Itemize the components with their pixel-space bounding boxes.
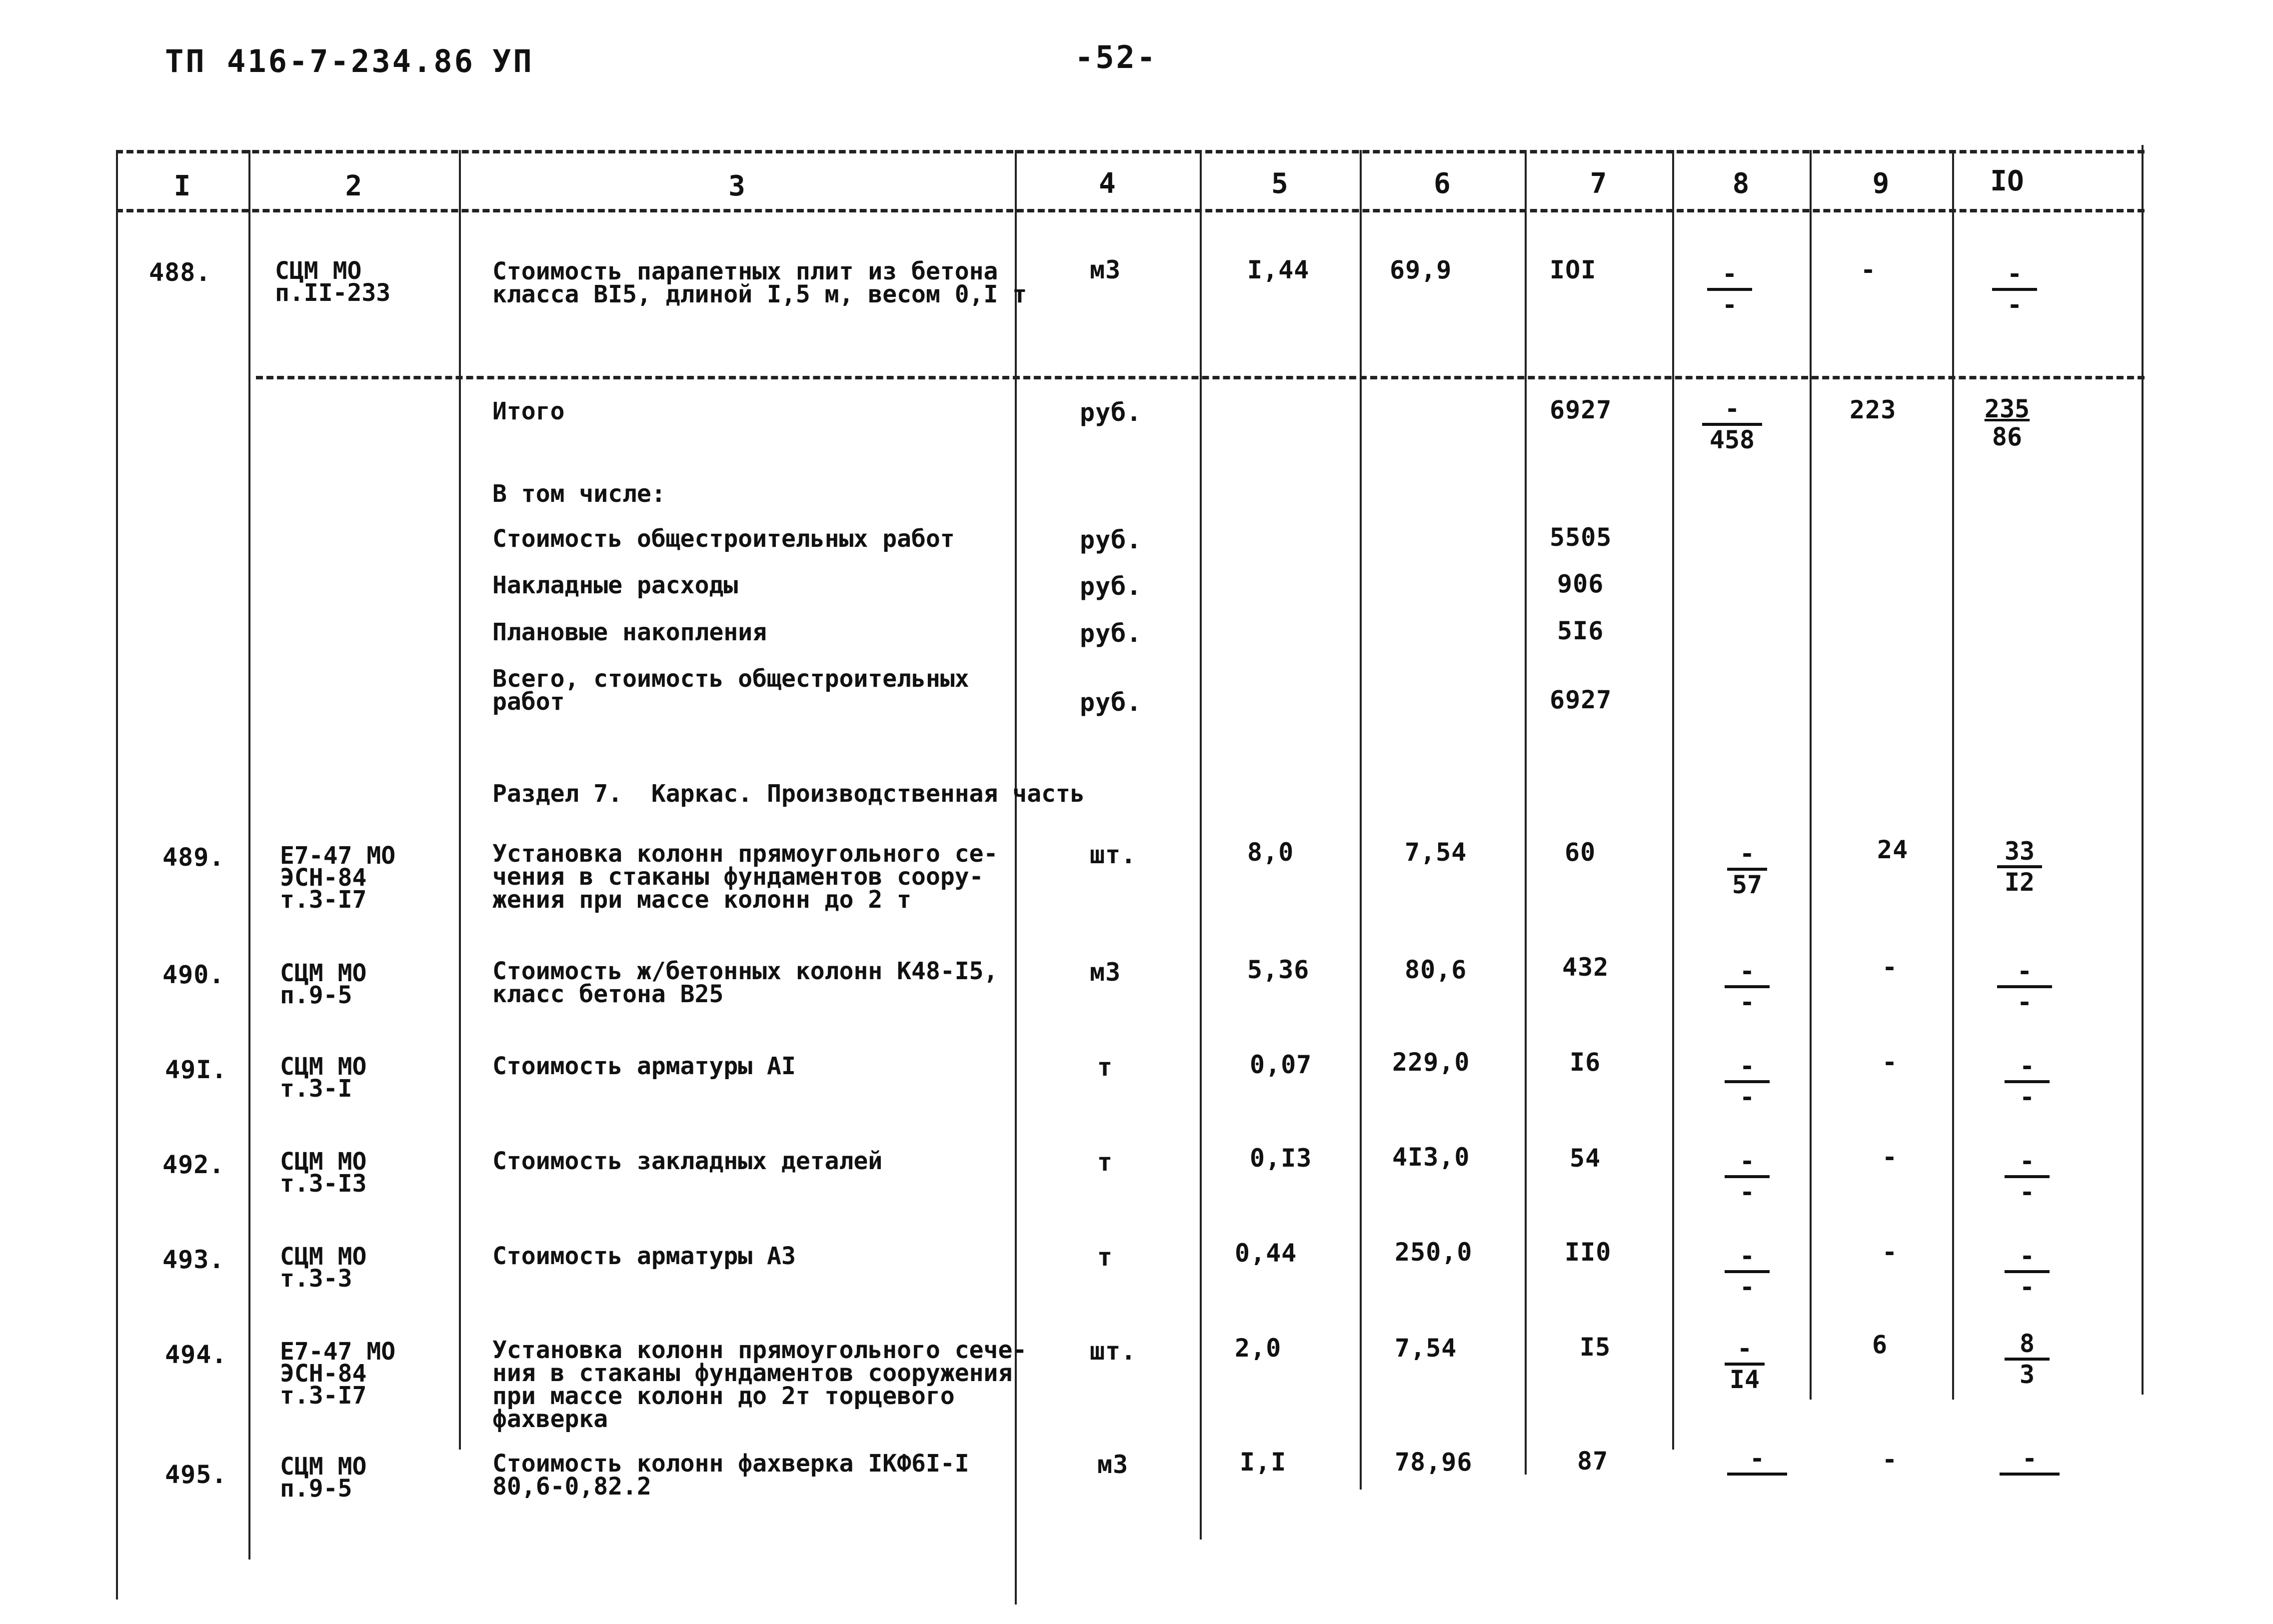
fraction-bottom: 57 — [1732, 870, 1763, 899]
row-description: Стоимость закладных деталей — [492, 1147, 883, 1175]
row-quantity: 8,0 — [1247, 838, 1294, 867]
subtotal-amount: 5I6 — [1557, 616, 1604, 645]
row-col8-fraction — [1720, 1242, 1775, 1301]
row-col8-fraction — [1725, 1445, 1790, 1504]
subtotal-unit: руб. — [1080, 572, 1142, 601]
fraction-bottom: - — [1739, 1273, 1755, 1302]
row-col10-fraction — [2000, 1330, 2055, 1389]
row-description: Стоимость парапетных плит из бетона класса BI5, длиной I,5 м, весом 0,I т — [492, 257, 1027, 308]
row-description: Стоимость арматуры АI — [492, 1052, 796, 1080]
fraction-bottom: I4 — [1729, 1365, 1760, 1394]
row-unit: м3 — [1090, 255, 1121, 284]
row-quantity: I,I — [1240, 1448, 1287, 1477]
col-divider-8 — [1810, 150, 1812, 1400]
fraction-top: - — [1739, 839, 1755, 868]
fraction-top: - — [2022, 1444, 2038, 1473]
row-reference: СЦМ МО т.3-I3 — [280, 1148, 367, 1198]
row-col8-fraction — [1720, 1052, 1775, 1111]
row-total: 54 — [1570, 1144, 1601, 1173]
row-number: 493. — [162, 1245, 225, 1274]
row-total: 432 — [1562, 953, 1609, 982]
row-number: 495. — [165, 1460, 227, 1489]
row-unit: шт. — [1090, 840, 1137, 869]
fraction-top: 8 — [2019, 1329, 2035, 1358]
row-unit-price: 7,54 — [1405, 838, 1467, 867]
column-heading-6: 6 — [1434, 167, 1451, 200]
row-description: Стоимость ж/бетонных колонн К48-I5, класс бетона В25 — [492, 957, 998, 1008]
row-unit-price: 80,6 — [1405, 955, 1467, 984]
col-divider-9 — [1952, 150, 1954, 1400]
row-number: 490. — [162, 960, 225, 989]
subtotal-unit: руб. — [1080, 525, 1142, 554]
row-number: 49I. — [165, 1055, 227, 1084]
row-col9: - — [1882, 1143, 1898, 1172]
fraction-bottom: - — [1739, 988, 1755, 1017]
fraction-bottom: - — [1739, 1178, 1755, 1207]
fraction-top: - — [2019, 1242, 2035, 1271]
row-total: IOI — [1550, 255, 1597, 284]
row-quantity: 5,36 — [1247, 955, 1310, 984]
subtotal-label: Накладные расходы — [492, 571, 738, 599]
fraction-bottom: - — [2007, 290, 2023, 319]
row-reference: СЦМ МО т.3-3 — [280, 1243, 367, 1293]
fraction-top: 33 — [2004, 837, 2035, 866]
fraction-bottom: 86 — [1992, 422, 2023, 451]
row-reference: СЦМ МО п.II-233 — [275, 257, 391, 307]
subtotal-label: Стоимость общестроительных работ — [492, 525, 955, 553]
row-col10-fraction — [1997, 1445, 2062, 1504]
row-number: 489. — [162, 843, 225, 872]
fraction-top: - — [2019, 1147, 2035, 1176]
column-heading-3: 3 — [728, 170, 745, 202]
fraction-bottom: - — [2019, 1273, 2035, 1302]
row-quantity: 0,I3 — [1250, 1144, 1312, 1173]
row-description: Установка колонн прямоугольного сече- ния в стаканы фундаментов сооружения при массе колонн до 2т торцевого фахверка — [492, 1336, 1027, 1433]
row-number: 492. — [162, 1150, 225, 1179]
row-unit-price: 7,54 — [1395, 1334, 1457, 1363]
row-unit-price: 229,0 — [1392, 1048, 1470, 1077]
col-divider-2 — [459, 150, 461, 1450]
col-divider-6 — [1525, 150, 1527, 1475]
row-total: II0 — [1565, 1238, 1612, 1267]
row-reference: СЦМ МО п.9-5 — [280, 1453, 367, 1503]
row-col9: 24 — [1877, 835, 1909, 864]
row-col8-fraction — [1720, 1147, 1775, 1206]
fraction-top: - — [1724, 394, 1740, 423]
column-heading-8: 8 — [1732, 167, 1750, 200]
row-col9: - — [1882, 1048, 1898, 1077]
row-total: I5 — [1580, 1333, 1611, 1362]
row-col9: - — [1882, 1445, 1898, 1474]
subtotal-amount: 5505 — [1550, 523, 1612, 552]
row-col10-fraction — [1995, 957, 2055, 1016]
fraction-bottom: 3 — [2019, 1360, 2035, 1389]
row-col10-fraction — [2000, 1242, 2055, 1301]
row-reference: Е7-47 МО ЭСН-84 т.3-I7 — [280, 1338, 396, 1410]
column-heading-5: 5 — [1271, 167, 1288, 200]
row-description: Стоимость арматуры А3 — [492, 1242, 796, 1270]
col-divider-7 — [1672, 150, 1674, 1450]
row-col10-fraction — [1992, 837, 2047, 896]
row-col10-fraction — [1987, 260, 2042, 319]
fraction-bottom — [1725, 1476, 1790, 1504]
row-col9: - — [1882, 953, 1898, 982]
column-heading-10: IO — [1990, 165, 2024, 197]
row-col8-fraction — [1720, 957, 1775, 1016]
column-heading-7: 7 — [1590, 167, 1607, 200]
row-col8-fraction — [1702, 260, 1757, 319]
fraction-bottom: - — [2019, 1083, 2035, 1112]
fraction-bottom: - — [1722, 290, 1738, 319]
column-heading-4: 4 — [1099, 167, 1116, 200]
row-unit: т — [1097, 1148, 1113, 1177]
fraction-top: - — [2019, 1052, 2035, 1081]
row-reference: Е7-47 МО ЭСН-84 т.3-I7 — [280, 842, 396, 914]
row-unit-price: 69,9 — [1390, 255, 1452, 284]
fraction-top: - — [1739, 957, 1755, 986]
total-amount: 6927 — [1550, 395, 1612, 424]
row-description: Стоимость колонн фахверка IКФ6I-I 80,6-0,82.2 — [492, 1450, 969, 1501]
row-reference: СЦМ МО п.9-5 — [280, 959, 367, 1009]
row-col10-fraction — [2000, 1147, 2055, 1206]
col-divider-5 — [1360, 150, 1362, 1490]
row-description: Установка колонн прямоугольного се- чения в стаканы фундаментов соору- жения при массе колонн до 2 т — [492, 840, 998, 914]
total-col9: 223 — [1850, 395, 1897, 424]
row-col9: - — [1861, 255, 1877, 284]
fraction-top: - — [2017, 957, 2033, 986]
total-col8-fraction — [1700, 395, 1765, 454]
row-unit-price: 78,96 — [1395, 1448, 1473, 1477]
table-top-border — [116, 150, 2145, 153]
col-divider-1 — [248, 150, 250, 1560]
page-number: -52- — [1075, 39, 1158, 75]
row-total: 87 — [1577, 1447, 1609, 1476]
total-unit: руб. — [1080, 398, 1142, 427]
subtotal-label: Плановые накопления — [492, 618, 767, 646]
row-unit: м3 — [1097, 1450, 1129, 1479]
row-col8-fraction — [1720, 840, 1775, 899]
column-heading-1: I — [173, 170, 191, 202]
fraction-top: - — [1737, 1334, 1753, 1363]
document-code: ТП 416-7-234.86 — [165, 43, 475, 79]
fraction-bottom: I2 — [2004, 868, 2035, 897]
subtotal-unit: руб. — [1080, 619, 1142, 648]
fraction-top: - — [1722, 259, 1738, 288]
header-bottom-border — [116, 209, 2145, 212]
subtotal-amount: 906 — [1557, 569, 1604, 598]
col-divider-0 — [116, 150, 118, 1600]
row-quantity: 2,0 — [1235, 1334, 1282, 1363]
row-total: 60 — [1565, 838, 1596, 867]
section-heading: Раздел 7. Каркас. Производственная часть — [492, 780, 1085, 808]
row-quantity: 0,44 — [1235, 1239, 1297, 1268]
row-col9: - — [1882, 1238, 1898, 1267]
row-number: 494. — [165, 1340, 227, 1369]
row-reference: СЦМ МО т.3-I — [280, 1053, 367, 1103]
row-unit: т — [1097, 1053, 1113, 1082]
grand-total-label: Всего, стоимость общестроительных работ — [492, 665, 969, 716]
fraction-bottom: 458 — [1709, 425, 1755, 454]
fraction-bottom: - — [2019, 1178, 2035, 1207]
total-label: Итого — [492, 397, 565, 425]
row-total: I6 — [1570, 1048, 1601, 1077]
row-unit: т — [1097, 1243, 1113, 1272]
grand-total-unit: руб. — [1080, 688, 1142, 717]
fraction-bottom: - — [1739, 1083, 1755, 1112]
row-unit: м3 — [1090, 958, 1121, 987]
row-unit-price: 250,0 — [1395, 1238, 1473, 1267]
album-code: УП — [492, 43, 534, 79]
col-divider-10 — [2142, 145, 2144, 1395]
total-col10-fraction — [1980, 395, 2035, 451]
fraction-bottom: - — [2017, 988, 2033, 1017]
fraction-top: - — [1739, 1052, 1755, 1081]
fraction-bottom — [1997, 1476, 2062, 1504]
including-label: В том числе: — [492, 480, 666, 508]
fraction-top: - — [1749, 1444, 1765, 1473]
row-col10-fraction — [2000, 1052, 2055, 1111]
fraction-top: - — [2007, 259, 2023, 288]
row-col8-fraction — [1717, 1335, 1772, 1394]
fraction-top: 235 — [1984, 394, 2030, 423]
row-quantity: 0,07 — [1250, 1050, 1312, 1079]
row-col9: 6 — [1872, 1330, 1888, 1359]
row-unit-price: 4I3,0 — [1392, 1143, 1470, 1172]
fraction-top: - — [1739, 1147, 1755, 1176]
row-quantity: I,44 — [1247, 255, 1310, 284]
row-number: 488. — [149, 258, 211, 287]
col-divider-4 — [1200, 150, 1202, 1540]
fraction-top: - — [1739, 1242, 1755, 1271]
grand-total-amount: 6927 — [1550, 685, 1612, 714]
row-unit: шт. — [1090, 1337, 1137, 1366]
column-heading-2: 2 — [345, 170, 362, 202]
column-heading-9: 9 — [1872, 167, 1890, 200]
